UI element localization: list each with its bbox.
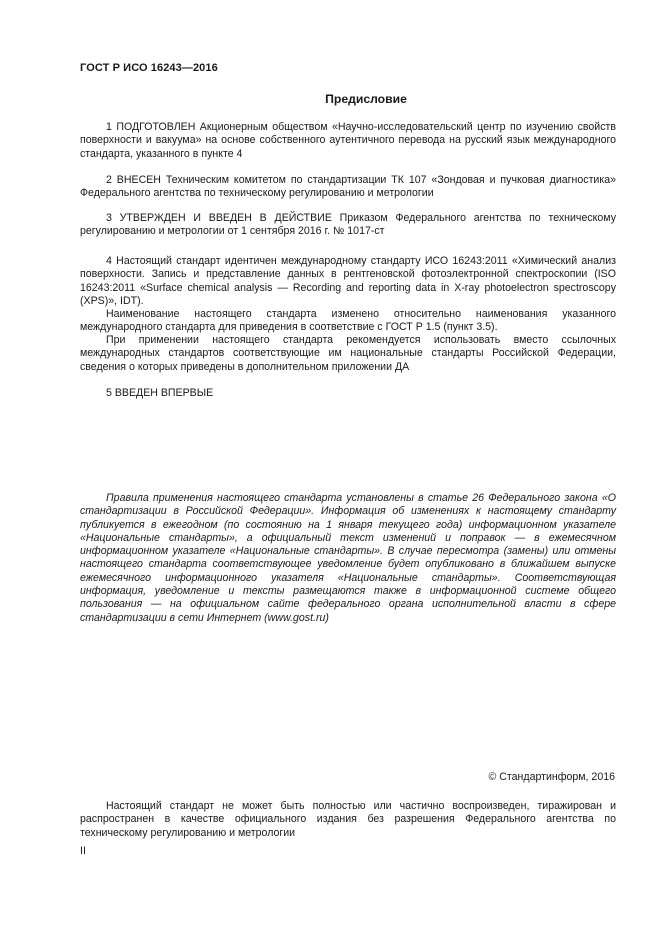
paragraph-3: 3 УТВЕРЖДЕН И ВВЕДЕН В ДЕЙСТВИЕ Приказом Федерального агентства по техническому регулированию и метрологии от 1 сентября 2016 г. № 1017-ст	[80, 212, 616, 238]
paragraph-4-naming: Наименование настоящего стандарта изменено относительно наименования указанного международного стандарта для приведения в соответствие с ГОСТ Р 1.5 (пункт 3.5).	[80, 308, 616, 334]
paragraph-2: 2 ВНЕСЕН Техническим комитетом по стандартизации ТК 107 «Зондовая и пучковая диагностика» Федерального агентства по техническому регулированию и метрологии	[80, 174, 616, 200]
paragraph-4: 4 Настоящий стандарт идентичен международному стандарту ИСО 16243:2011 «Химический анализ поверхности. Запись и представление данных в рентгеновской фотоэлектронной спектроскопии (ISO 16243:2011 «Surface chemical analysis — Recording and reporting data in X-ray photoelectron spectroscopy (XPS)», IDT).	[80, 255, 616, 307]
page-number: II	[80, 845, 86, 857]
copyright-line: © Стандартинформ, 2016	[488, 771, 615, 783]
reproduction-notice: Настоящий стандарт не может быть полностью или частично воспроизведен, тиражирован и распространен в качестве официального издания без разрешения Федерального агентства по техническому регулированию и метрологии	[80, 800, 616, 839]
paragraph-1: 1 ПОДГОТОВЛЕН Акционерным обществом «Научно-исследовательский центр по изучению свойств поверхности и вакуума» на основе собственного аутентичного перевода на русский язык международного стандарта, указанного в пункте 4	[80, 121, 616, 160]
paragraph-4-references: При применении настоящего стандарта рекомендуется использовать вместо ссылочных международных стандартов соответствующие им национальные стандарты Российской Федерации, сведения о которых приведены в дополнительном приложении ДА	[80, 334, 616, 373]
paragraph-5: 5 ВВЕДЕН ВПЕРВЫЕ	[106, 387, 214, 399]
page-title: Предисловие	[325, 92, 407, 106]
application-rules-notice: Правила применения настоящего стандарта установлены в статье 26 Федерального закона «О стандартизации в Российской Федерации». Информация об изменениях к настоящему стандарту публикуется в ежегодном (по состоянию на 1 января текущего года) информационном указателе «Национальные стандарты», а официальный текст изменений и поправок — в ежемесячном информационном указателе «Национальные стандарты». В случае пересмотра (замены) или отмены настоящего стандарта соответствующее уведомление будет опубликовано в ближайшем выпуске ежемесячного информационного указателя «Национальные стандарты». Соответствующая информация, уведомление и тексты размещаются также в информационной системе общего пользования — на официальном сайте федерального органа исполнительной власти в сфере стандартизации в сети Интернет (www.gost.ru)	[80, 492, 616, 624]
document-code-header: ГОСТ Р ИСО 16243—2016	[80, 62, 218, 74]
